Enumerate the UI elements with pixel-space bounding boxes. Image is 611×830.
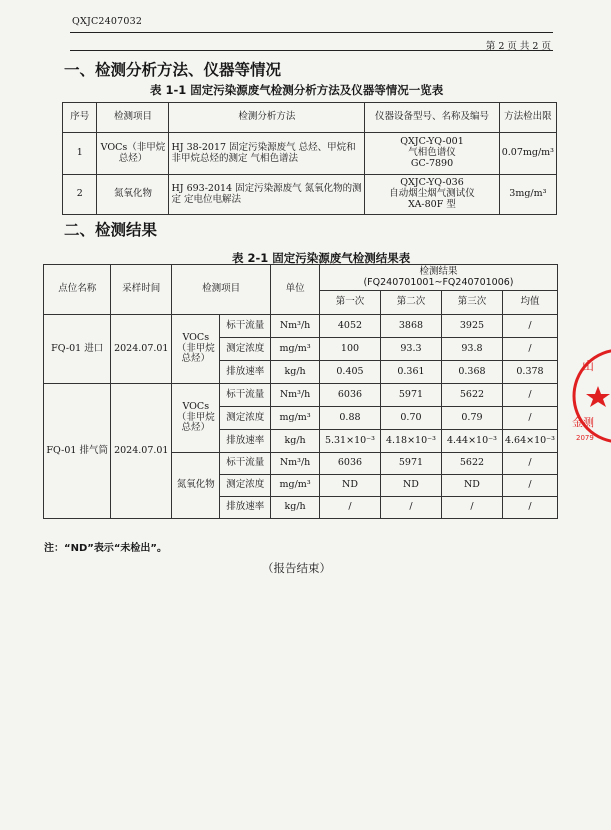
item-cell: 氮氧化物 — [172, 453, 220, 519]
item-cell: VOCs（非甲烷总烃） — [172, 384, 220, 453]
device-name: 气相色谱仪 — [408, 147, 456, 159]
value-cell: ND — [380, 475, 441, 497]
param-cell: 排放速率 — [220, 361, 271, 384]
device-model: XA-80F 型 — [408, 198, 456, 210]
value-cell: 4.18×10⁻³ — [380, 430, 441, 453]
value-cell: 0.88 — [319, 407, 380, 430]
unit-cell: mg/m³ — [271, 407, 320, 430]
header-rule-bottom — [70, 50, 553, 51]
col-item: 检测项目 — [97, 103, 169, 133]
unit-cell: Nm³/h — [271, 453, 320, 475]
value-cell: 3868 — [380, 315, 441, 338]
value-cell: 6036 — [319, 453, 380, 475]
col-item: 检测项目 — [172, 265, 271, 315]
row-method: HJ 38-2017 固定污染源废气 总烃、甲烷和非甲烷总烃的测定 气相色谱法 — [169, 133, 365, 175]
param-cell: 测定浓度 — [220, 475, 271, 497]
value-cell: 4.44×10⁻³ — [441, 430, 502, 453]
seal-text-top: 山 — [582, 359, 595, 373]
avg-cell: 4.64×10⁻³ — [502, 430, 557, 453]
table-header-row — [63, 103, 557, 133]
param-cell: 测定浓度 — [220, 407, 271, 430]
param-cell: 标干流量 — [220, 315, 271, 338]
result-range: (FQ240701001~FQ240701006) — [363, 276, 514, 288]
time-cell: 2024.07.01 — [111, 315, 172, 384]
footnote: 注：“ND”表示“未检出”。 — [44, 543, 167, 554]
value-cell: 93.3 — [380, 338, 441, 361]
col-avg: 均值 — [502, 291, 557, 315]
value-cell: 93.8 — [441, 338, 502, 361]
point-cell: FQ-01 进口 — [44, 315, 111, 384]
col-result — [319, 265, 557, 291]
value-cell: ND — [319, 475, 380, 497]
device-name: 自动烟尘烟气测试仪 — [389, 188, 475, 200]
star-icon — [586, 386, 610, 407]
table-row — [63, 175, 557, 215]
row-item: 氮氧化物 — [97, 175, 169, 215]
value-cell: 3925 — [441, 315, 502, 338]
unit-cell: kg/h — [271, 497, 320, 519]
avg-cell: / — [502, 384, 557, 407]
avg-cell: / — [502, 315, 557, 338]
value-cell: 5971 — [380, 453, 441, 475]
col-limit: 方法检出限 — [499, 103, 556, 133]
avg-cell: / — [502, 497, 557, 519]
param-cell: 标干流量 — [220, 453, 271, 475]
value-cell: 6036 — [319, 384, 380, 407]
avg-cell: / — [502, 453, 557, 475]
col-no: 序号 — [63, 103, 97, 133]
avg-cell: / — [502, 475, 557, 497]
avg-cell: / — [502, 407, 557, 430]
value-cell: 4052 — [319, 315, 380, 338]
avg-cell: 0.378 — [502, 361, 557, 384]
table1-caption: 表 1-1 固定污染源废气检测分析方法及仪器等情况一览表 — [150, 83, 444, 97]
value-cell: / — [319, 497, 380, 519]
result-label: 检测结果 — [419, 265, 458, 277]
seal-number: 2079 — [576, 434, 594, 442]
value-cell: 0.70 — [380, 407, 441, 430]
value-cell: 5622 — [441, 384, 502, 407]
device-id: QXJC-YQ-001 — [400, 136, 464, 148]
point-cell: FQ-01 排气筒 — [44, 384, 111, 519]
row-limit: 3mg/m³ — [499, 175, 556, 215]
col-r2: 第二次 — [380, 291, 441, 315]
report-number: QXJC2407032 — [72, 16, 143, 27]
value-cell: ND — [441, 475, 502, 497]
unit-cell: Nm³/h — [271, 315, 320, 338]
device-model: GC-7890 — [410, 157, 454, 169]
value-cell: 5622 — [441, 453, 502, 475]
row-device — [365, 133, 499, 175]
value-cell: 100 — [319, 338, 380, 361]
section-heading-methods: 一、检测分析方法、仪器等情况 — [64, 61, 282, 79]
value-cell: 0.405 — [319, 361, 380, 384]
col-r3: 第三次 — [441, 291, 502, 315]
value-cell: 0.368 — [441, 361, 502, 384]
col-unit: 单位 — [271, 265, 320, 315]
unit-cell: kg/h — [271, 430, 320, 453]
param-cell: 排放速率 — [220, 497, 271, 519]
row-method: HJ 693-2014 固定污染源废气 氮氧化物的测定 定电位电解法 — [169, 175, 365, 215]
table-row — [44, 315, 558, 338]
col-method: 检测分析方法 — [169, 103, 365, 133]
report-end: （报告结束） — [262, 561, 331, 575]
col-device: 仪器设备型号、名称及编号 — [365, 103, 499, 133]
avg-cell: / — [502, 338, 557, 361]
row-no: 1 — [63, 133, 97, 175]
row-item: VOCs（非甲烷总烃） — [97, 133, 169, 175]
time-cell: 2024.07.01 — [111, 384, 172, 519]
row-limit: 0.07mg/m³ — [499, 133, 556, 175]
param-cell: 标干流量 — [220, 384, 271, 407]
table-row — [63, 133, 557, 175]
item-cell: VOCs（非甲烷总烃） — [172, 315, 220, 384]
results-table — [43, 264, 558, 519]
col-r1: 第一次 — [319, 291, 380, 315]
unit-cell: mg/m³ — [271, 338, 320, 361]
value-cell: 0.79 — [441, 407, 502, 430]
table2-caption: 表 2-1 固定污染源废气检测结果表 — [232, 251, 411, 265]
value-cell: 5971 — [380, 384, 441, 407]
param-cell: 测定浓度 — [220, 338, 271, 361]
value-cell: / — [380, 497, 441, 519]
table-row — [44, 384, 558, 407]
seal-text-bottom: 金测 — [572, 416, 594, 429]
param-cell: 排放速率 — [220, 430, 271, 453]
methods-table — [62, 102, 557, 215]
row-device — [365, 175, 499, 215]
value-cell: 0.361 — [380, 361, 441, 384]
unit-cell: mg/m³ — [271, 475, 320, 497]
col-point: 点位名称 — [44, 265, 111, 315]
header-rule — [70, 32, 553, 33]
value-cell: 5.31×10⁻³ — [319, 430, 380, 453]
row-no: 2 — [63, 175, 97, 215]
section-heading-results: 二、检测结果 — [64, 221, 158, 239]
unit-cell: kg/h — [271, 361, 320, 384]
value-cell: / — [441, 497, 502, 519]
table-header-row — [44, 265, 558, 291]
company-seal — [568, 348, 611, 444]
col-time: 采样时间 — [111, 265, 172, 315]
unit-cell: Nm³/h — [271, 384, 320, 407]
page-indicator: 第 2 页 共 2 页 — [485, 41, 551, 52]
device-id: QXJC-YQ-036 — [400, 177, 464, 189]
